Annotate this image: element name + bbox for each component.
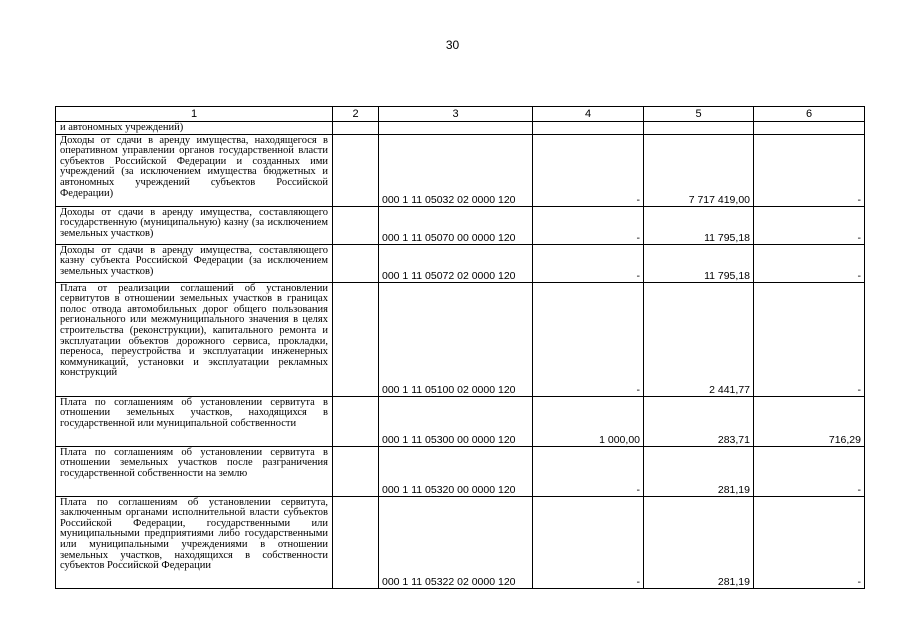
row-code: 000 1 11 05322 02 0000 120: [379, 496, 533, 588]
row-name: и автономных учреждений): [56, 122, 333, 135]
row-col5: [644, 122, 754, 135]
table-row: [56, 134, 865, 206]
row-col2: [333, 496, 379, 588]
row-code: 000 1 11 05070 00 0000 120: [379, 206, 533, 244]
row-col4: -: [533, 446, 644, 496]
row-col5: 283,71: [644, 396, 754, 446]
row-name: Плата по соглашениям об установлении сервитута в отношении земельных участков после разграничения государственной собственности на землю: [56, 446, 333, 496]
row-col5: 11 795,18: [644, 206, 754, 244]
row-col4: -: [533, 496, 644, 588]
row-col6: -: [754, 446, 865, 496]
row-code: 000 1 11 05320 00 0000 120: [379, 446, 533, 496]
header-col-1: 1: [56, 107, 333, 122]
row-col6: -: [754, 282, 865, 396]
row-col2: [333, 446, 379, 496]
page-number: 30: [445, 38, 460, 52]
row-code: 000 1 11 05100 02 0000 120: [379, 282, 533, 396]
row-name: Плата по соглашениям об установлении сервитута, заключенным органами исполнительной власти субъектов Российской Федерации, государственными или муниципальными предприятиями либо государственными или муниципальными учреждениями в отношении земельных участков, находящихся в собственности субъектов Российской Федерации: [56, 496, 333, 588]
row-col2: [333, 122, 379, 135]
header-col-6: 6: [754, 107, 865, 122]
row-col4: -: [533, 282, 644, 396]
row-name: Плата по соглашениям об установлении сервитута в отношении земельных участков, находящихся в государственной или муниципальной собственности: [56, 396, 333, 446]
row-col4: -: [533, 244, 644, 282]
table-row: [56, 282, 865, 396]
header-col-2: 2: [333, 107, 379, 122]
row-col5: 11 795,18: [644, 244, 754, 282]
header-col-4: 4: [533, 107, 644, 122]
table-row: [56, 496, 865, 588]
row-code: 000 1 11 05300 00 0000 120: [379, 396, 533, 446]
row-col6: -: [754, 496, 865, 588]
row-col4: 1 000,00: [533, 396, 644, 446]
row-col5: 281,19: [644, 496, 754, 588]
row-col2: [333, 244, 379, 282]
row-col4: -: [533, 206, 644, 244]
header-col-3: 3: [379, 107, 533, 122]
row-col2: [333, 134, 379, 206]
table-row: [56, 244, 865, 282]
table-header-row: [56, 107, 865, 122]
row-col6: -: [754, 134, 865, 206]
revenue-table: [55, 106, 865, 589]
row-col2: [333, 396, 379, 446]
table-row: [56, 446, 865, 496]
row-col5: 281,19: [644, 446, 754, 496]
row-col2: [333, 206, 379, 244]
row-col6: -: [754, 206, 865, 244]
row-name: Доходы от сдачи в аренду имущества, составляющего государственную (муниципальную) казну (за исключением земельных участков): [56, 206, 333, 244]
table-row: [56, 122, 865, 135]
row-code: 000 1 11 05072 02 0000 120: [379, 244, 533, 282]
row-col6: -: [754, 244, 865, 282]
row-col6: 716,29: [754, 396, 865, 446]
row-name: Плата от реализации соглашений об установлении сервитутов в отношении земельных участков в границах полос отвода автомобильных дорог общего пользования регионального или межмуниципального значения в целях строительства (реконструкции), капитального ремонта и эксплуатации объектов дорожного сервиса, прокладки, переноса, переустройства и эксплуатации инженерных коммуникаций, установки и эксплуатации рекламных конструкций: [56, 282, 333, 396]
header-col-5: 5: [644, 107, 754, 122]
row-col4: -: [533, 134, 644, 206]
row-col5: 7 717 419,00: [644, 134, 754, 206]
row-code: [379, 122, 533, 135]
row-col5: 2 441,77: [644, 282, 754, 396]
row-name: Доходы от сдачи в аренду имущества, находящегося в оперативном управлении органов государственной власти субъектов Российской Федерации и созданных ими учреждений (за исключением имущества бюджетных и автономных учреждений субъектов Российской Федерации): [56, 134, 333, 206]
row-col4: [533, 122, 644, 135]
row-name: Доходы от сдачи в аренду имущества, составляющего казну субъекта Российской Федерации (за исключением земельных участков): [56, 244, 333, 282]
row-col6: [754, 122, 865, 135]
table-row: [56, 206, 865, 244]
row-col2: [333, 282, 379, 396]
row-code: 000 1 11 05032 02 0000 120: [379, 134, 533, 206]
table-row: [56, 396, 865, 446]
